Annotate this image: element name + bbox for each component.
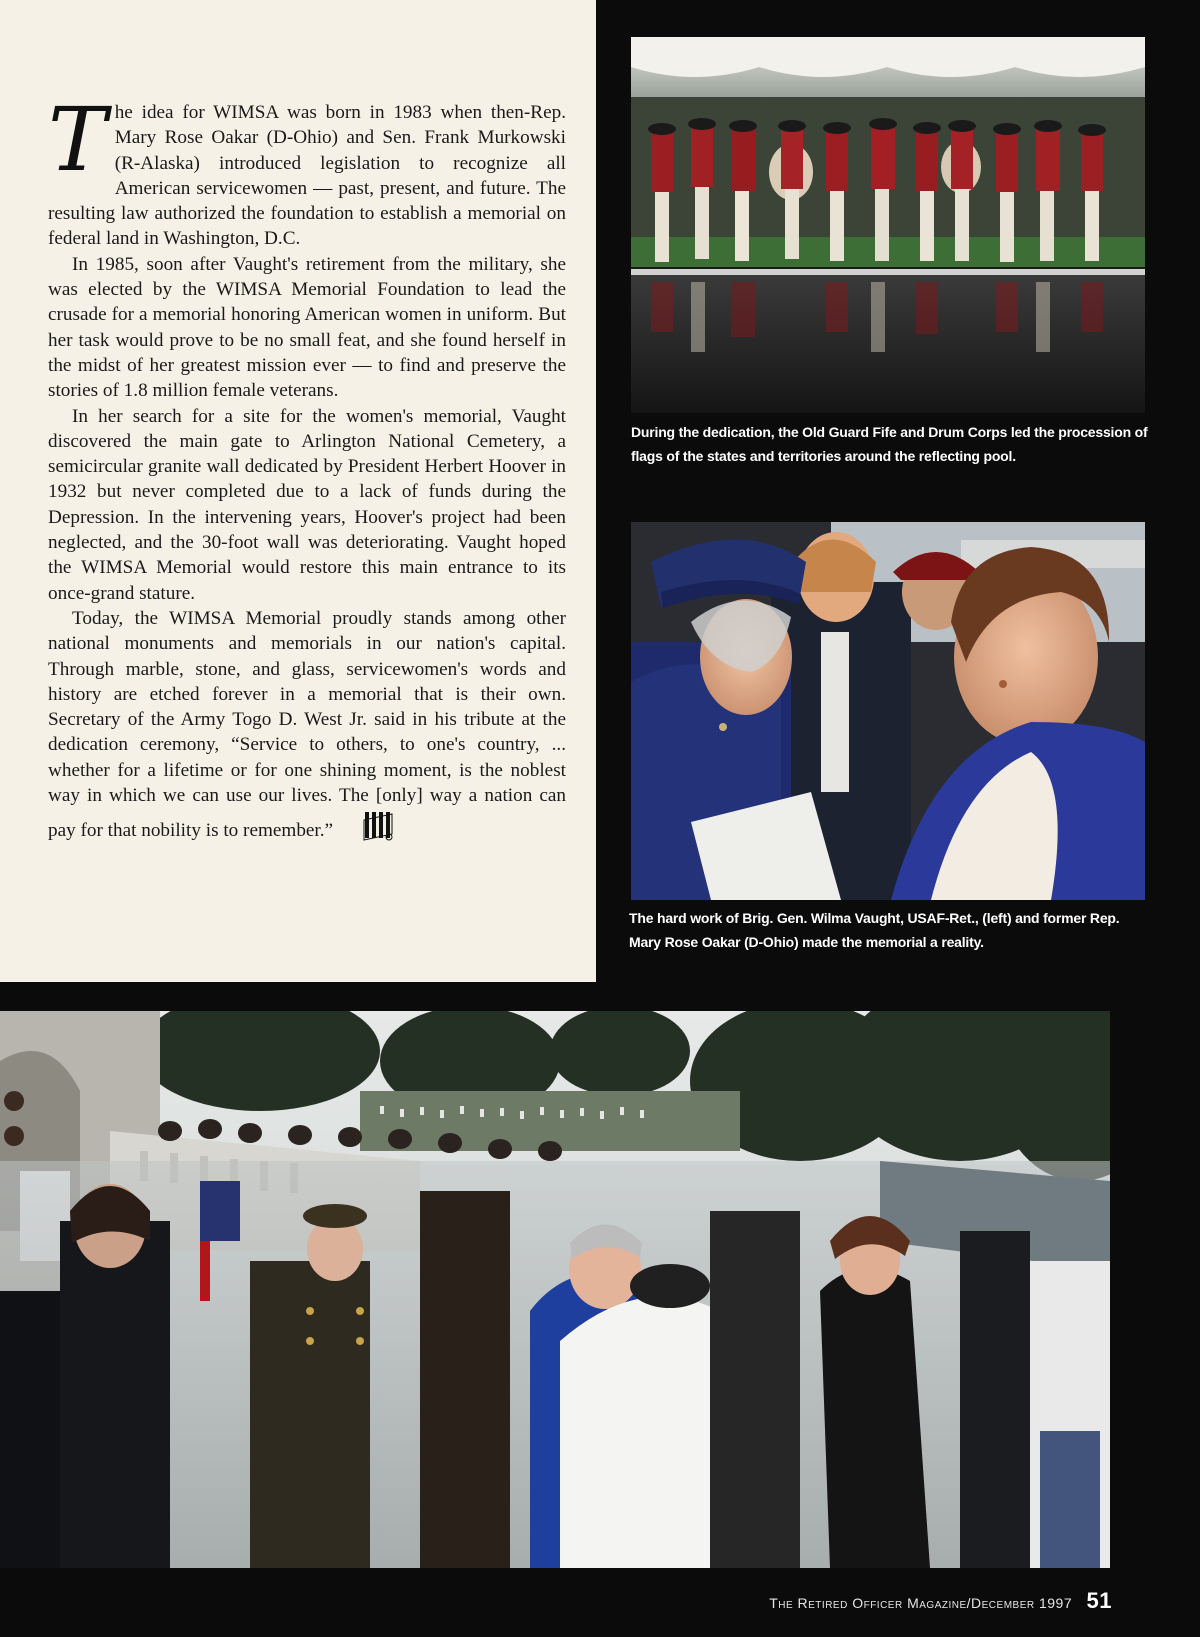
article-panel xyxy=(0,0,596,982)
memorial-crowd-photo xyxy=(0,1011,1110,1568)
magazine-title: The Retired Officer Magazine/December 1997 xyxy=(769,1595,1073,1611)
article-paragraph: In her search for a site for the women's memorial, Vaught discovered the main gate to Arlington National Cemetery, a semicircular granite wall dedicated by President Herbert Hoover in 1932 but never completed due to a lack of funds during the Depression. In the intervening years, Hoover's project had been neglected, and the 30-foot wall was deteriorating. Vaught hoped the WIMSA Memorial would restore this main entrance to its once-grand stature. xyxy=(48,405,566,604)
vaught-oakar-photo xyxy=(631,522,1145,900)
drop-cap: T xyxy=(48,88,107,191)
fife-drum-corps-photo xyxy=(631,37,1145,413)
vaught-oakar-caption: The hard work of Brig. Gen. Wilma Vaught, USAF-Ret., (left) and former Rep. Mary Rose Oakar (D-Ohio) made the memorial a reality. xyxy=(629,910,1120,950)
page-edge xyxy=(1152,0,1200,1637)
article-paragraph: In 1985, soon after Vaught's retirement from the military, she was elected by the WIMSA Memorial Foundation to lead the crusade for a memorial honoring American women in uniform. But her task would prove to be no small feat, and she found herself in the midst of her greatest mission ever — to find and preserve the stories of 1.8 million female veterans. xyxy=(48,253,566,402)
end-of-story-icon xyxy=(339,808,369,842)
page-footer xyxy=(769,1588,1112,1614)
page-number: 51 xyxy=(1086,1588,1112,1613)
article-paragraph-text: he idea for WIMSA was born in 1983 when then-Rep. Mary Rose Oakar (D-Ohio) and Sen. Frank Murkowski (R-Alaska) introduced legislation to recognize all American servicewomen — past, present, and future. The resulting law authorized the foundation to establish a memorial on federal land in Washington, D.C. xyxy=(48,102,566,250)
article-body xyxy=(48,88,566,844)
article-paragraph xyxy=(48,606,566,844)
fife-drum-caption: During the dedication, the Old Guard Fife and Drum Corps led the procession of flags of the states and territories around the reflecting pool. xyxy=(631,424,1148,464)
article-paragraph xyxy=(48,88,566,252)
article-paragraph-text: Today, the WIMSA Memorial proudly stands among other national monuments and memorials in our nation's capital. Through marble, stone, and glass, servicewomen's words and history are etched forever in a memorial that is their own. Secretary of the Army Togo D. West Jr. said in his tribute at the dedication ceremony, “Service to others, to one's country, ... whether for a lifetime or for one shining moment, is the noblest way in which we can use our lives. The [only] way a nation can pay for that nobility is to remember.” xyxy=(48,607,566,842)
